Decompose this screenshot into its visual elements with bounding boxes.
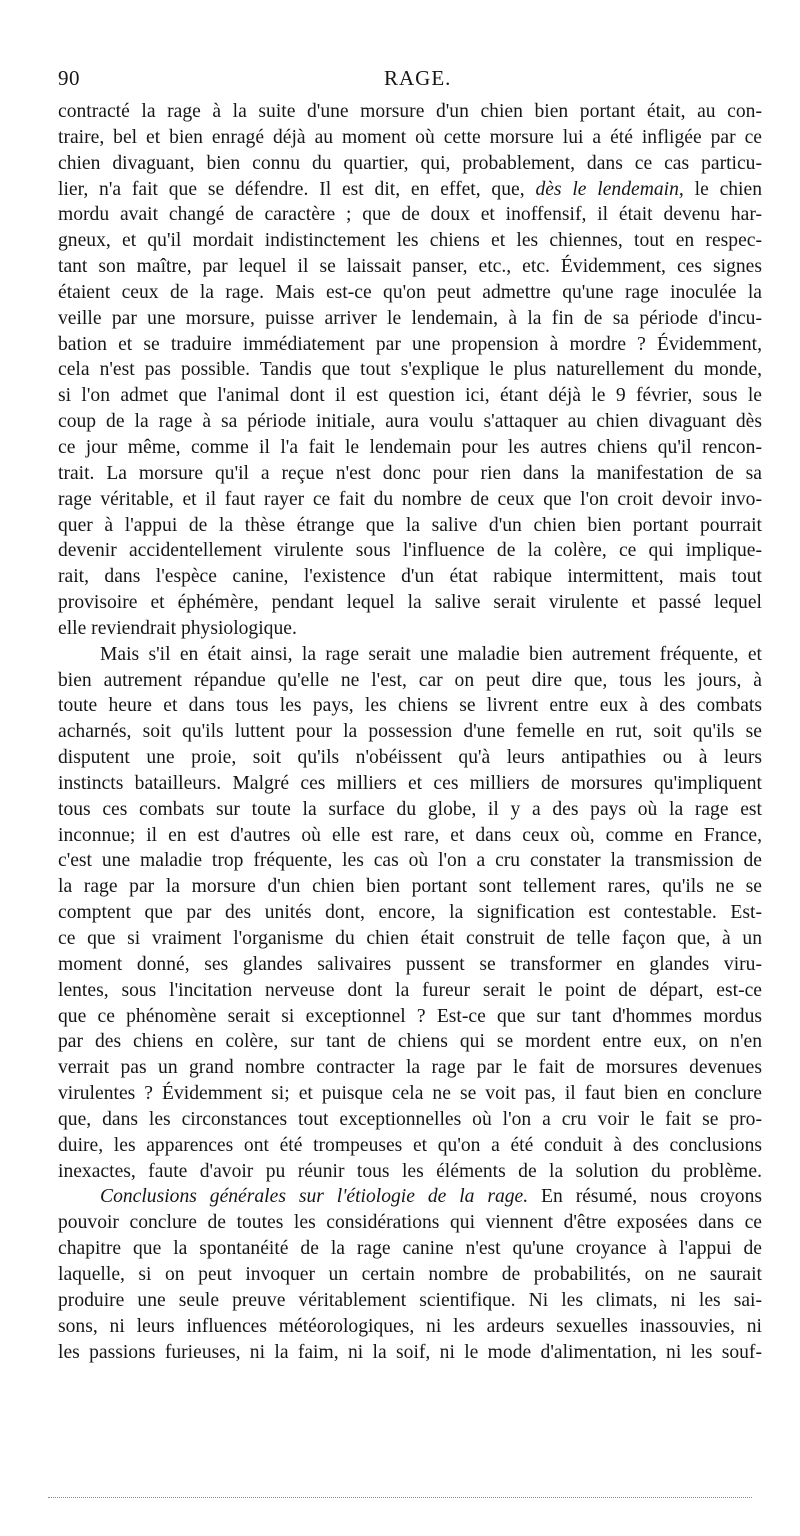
text-line: bation et se traduire immédiatement par une propension à mordre ? Évidemment, xyxy=(58,333,762,355)
text-line: disputent une proie, soit qu'ils n'obéissent qu'à leurs antipathies ou à leurs xyxy=(58,747,762,769)
text-line: ce que si vraiment l'organisme du chien était construit de telle façon que, à un xyxy=(58,928,762,949)
text-line: que ce phénomène serait si exceptionnel ? Est-ce que sur tant d'hommes mordus xyxy=(58,1005,762,1027)
text-line: virulentes ? Évidemment si; et puisque cela ne se voit pas, il faut bien en conclure xyxy=(58,1083,762,1105)
text-line: devenir accidentellement virulente sous l'influence de la colère, ce qui implique- xyxy=(58,540,762,562)
text-line: cela n'est pas possible. Tandis que tout s'explique le plus naturellement du monde, xyxy=(58,359,762,381)
text-line: lentes, sous l'incitation nerveuse dont la fureur serait le point de départ, est-ce xyxy=(58,979,762,1001)
text-line: traire, bel et bien enragé déjà au moment où cette morsure lui a été infligée par ce xyxy=(58,126,762,148)
paragraph-start: Mais s'il en était ainsi, la rage serait une maladie bien autrement fréquente, et xyxy=(100,643,762,665)
text-line: duire, les apparences ont été trompeuses et qu'on a été conduit à des conclusions xyxy=(58,1134,762,1156)
text-line: inexactes, faute d'avoir pu réunir tous les éléments de la solution du problème. xyxy=(58,1160,762,1182)
text-line: étaient ceux de la rage. Mais est-ce qu'on peut admettre qu'une rage inoculée la xyxy=(58,281,762,303)
text-line: chapitre que la spontanéité de la rage canine n'est qu'une croyance à l'appui de xyxy=(58,1238,762,1260)
page-header xyxy=(58,66,762,96)
text-line: chien divaguant, bien connu du quartier, qui, probablement, dans ce cas particu- xyxy=(58,152,762,174)
text-line: que, dans les circonstances tout exceptionnelles où l'on a cru voir le fait se pro- xyxy=(58,1108,762,1130)
text-line: pouvoir conclure de toutes les considérations qui viennent d'être exposées dans ce xyxy=(58,1212,762,1234)
text-line: ce jour même, comme il l'a fait le lendemain pour les autres chiens qu'il rencon- xyxy=(58,436,762,458)
text-line: produire une seule preuve véritablement scientifique. Ni les climats, ni les sai- xyxy=(58,1289,762,1311)
text-segment: lier, n'a fait que se défendre. Il est dit, en effet, que, xyxy=(58,178,525,200)
text-line: mordu avait changé de caractère ; que de doux et inoffensif, il était devenu har- xyxy=(58,204,762,226)
text-line: bien autrement répandue qu'elle ne l'est, car on peut dire que, tous les jours, à xyxy=(58,669,762,691)
text-line: les passions furieuses, ni la faim, ni la soif, ni le mode d'alimentation, ni les souf- xyxy=(58,1341,762,1363)
text-line: coup de la rage à sa période initiale, aura voulu s'attaquer au chien divaguant dès xyxy=(58,411,762,433)
running-title: RAGE. xyxy=(384,66,452,90)
text-line xyxy=(58,177,762,203)
text-line: provisoire et éphémère, pendant lequel la salive serait virulente et passé lequel xyxy=(58,592,762,614)
text-line-paragraph-end: elle reviendrait physiologique. xyxy=(58,617,297,639)
text-line: rage véritable, et il faut rayer ce fait du nombre de ceux que l'on croit devoir invo- xyxy=(58,488,762,510)
text-line: tant son maître, par lequel il se laissait panser, etc., etc. Évidemment, ces signes xyxy=(58,256,762,278)
text-line: c'est une maladie trop fréquente, les cas où l'on a cru constater la transmission de xyxy=(58,850,762,872)
text-line: gneux, et qu'il mordait indistinctement les chiens et les chiennes, tout en respec- xyxy=(58,230,762,252)
text-segment: le chien xyxy=(694,178,762,200)
text-line: la rage par la morsure d'un chien bien portant sont tellement rares, qu'ils ne se xyxy=(58,876,762,898)
section-conclusion-heading-line xyxy=(58,1184,762,1210)
text-line: inconnue; il en est d'autres où elle est rare, et dans ceux où, comme en France, xyxy=(58,824,762,846)
text-line: moment donné, ses glandes salivaires pussent se transformer en glandes viru- xyxy=(58,953,762,975)
text-line: contracté la rage à la suite d'une morsure d'un chien bien portant était, au con- xyxy=(58,101,762,122)
section-heading: Conclusions générales sur l'étiologie de la rage. xyxy=(100,1186,529,1208)
text-line: veille par une morsure, puisse arriver le lendemain, à la fin de sa période d'incu- xyxy=(58,307,762,329)
text-line: tous ces combats sur toute la surface du globe, il y a des pays où la rage est xyxy=(58,798,762,820)
text-line: instincts batailleurs. Malgré ces milliers et ces milliers de morsures qu'impliquent xyxy=(58,772,762,794)
text-segment: En résumé, nous croyons xyxy=(541,1186,762,1208)
text-line: sons, ni leurs influences météorologiques, ni les ardeurs sexuelles inassouvies, ni xyxy=(58,1315,762,1337)
text-line: trait. La morsure qu'il a reçue n'est donc pour rien dans la manifestation de sa xyxy=(58,462,762,484)
text-line: toute heure et dans tous les pays, les chiens se livrent entre eux à des combats xyxy=(58,695,762,717)
body-text xyxy=(58,99,762,1365)
emphasis-text: dès le lendemain, xyxy=(535,178,684,200)
text-line: rait, dans l'espèce canine, l'existence d'un état rabique intermittent, mais tout xyxy=(58,566,762,588)
text-line: verrait pas un grand nombre contracter la rage par le fait de morsures devenues xyxy=(58,1057,762,1079)
text-line: par des chiens en colère, sur tant de chiens qui se mordent entre eux, on n'en xyxy=(58,1031,762,1053)
text-line: si l'on admet que l'animal dont il est question ici, étant déjà le 9 février, sous le xyxy=(58,385,762,407)
text-line: comptent que par des unités dont, encore, la signification est contestable. Est- xyxy=(58,902,762,924)
page-number: 90 xyxy=(58,66,80,90)
footer-dotted-rule xyxy=(48,1497,752,1498)
text-line: acharnés, soit qu'ils luttent pour la possession d'une femelle en rut, soit qu'ils se xyxy=(58,721,762,743)
text-line: laquelle, si on peut invoquer un certain nombre de probabilités, on ne saurait xyxy=(58,1263,762,1285)
text-line: quer à l'appui de la thèse étrange que la salive d'un chien bien portant pourrait xyxy=(58,514,762,536)
